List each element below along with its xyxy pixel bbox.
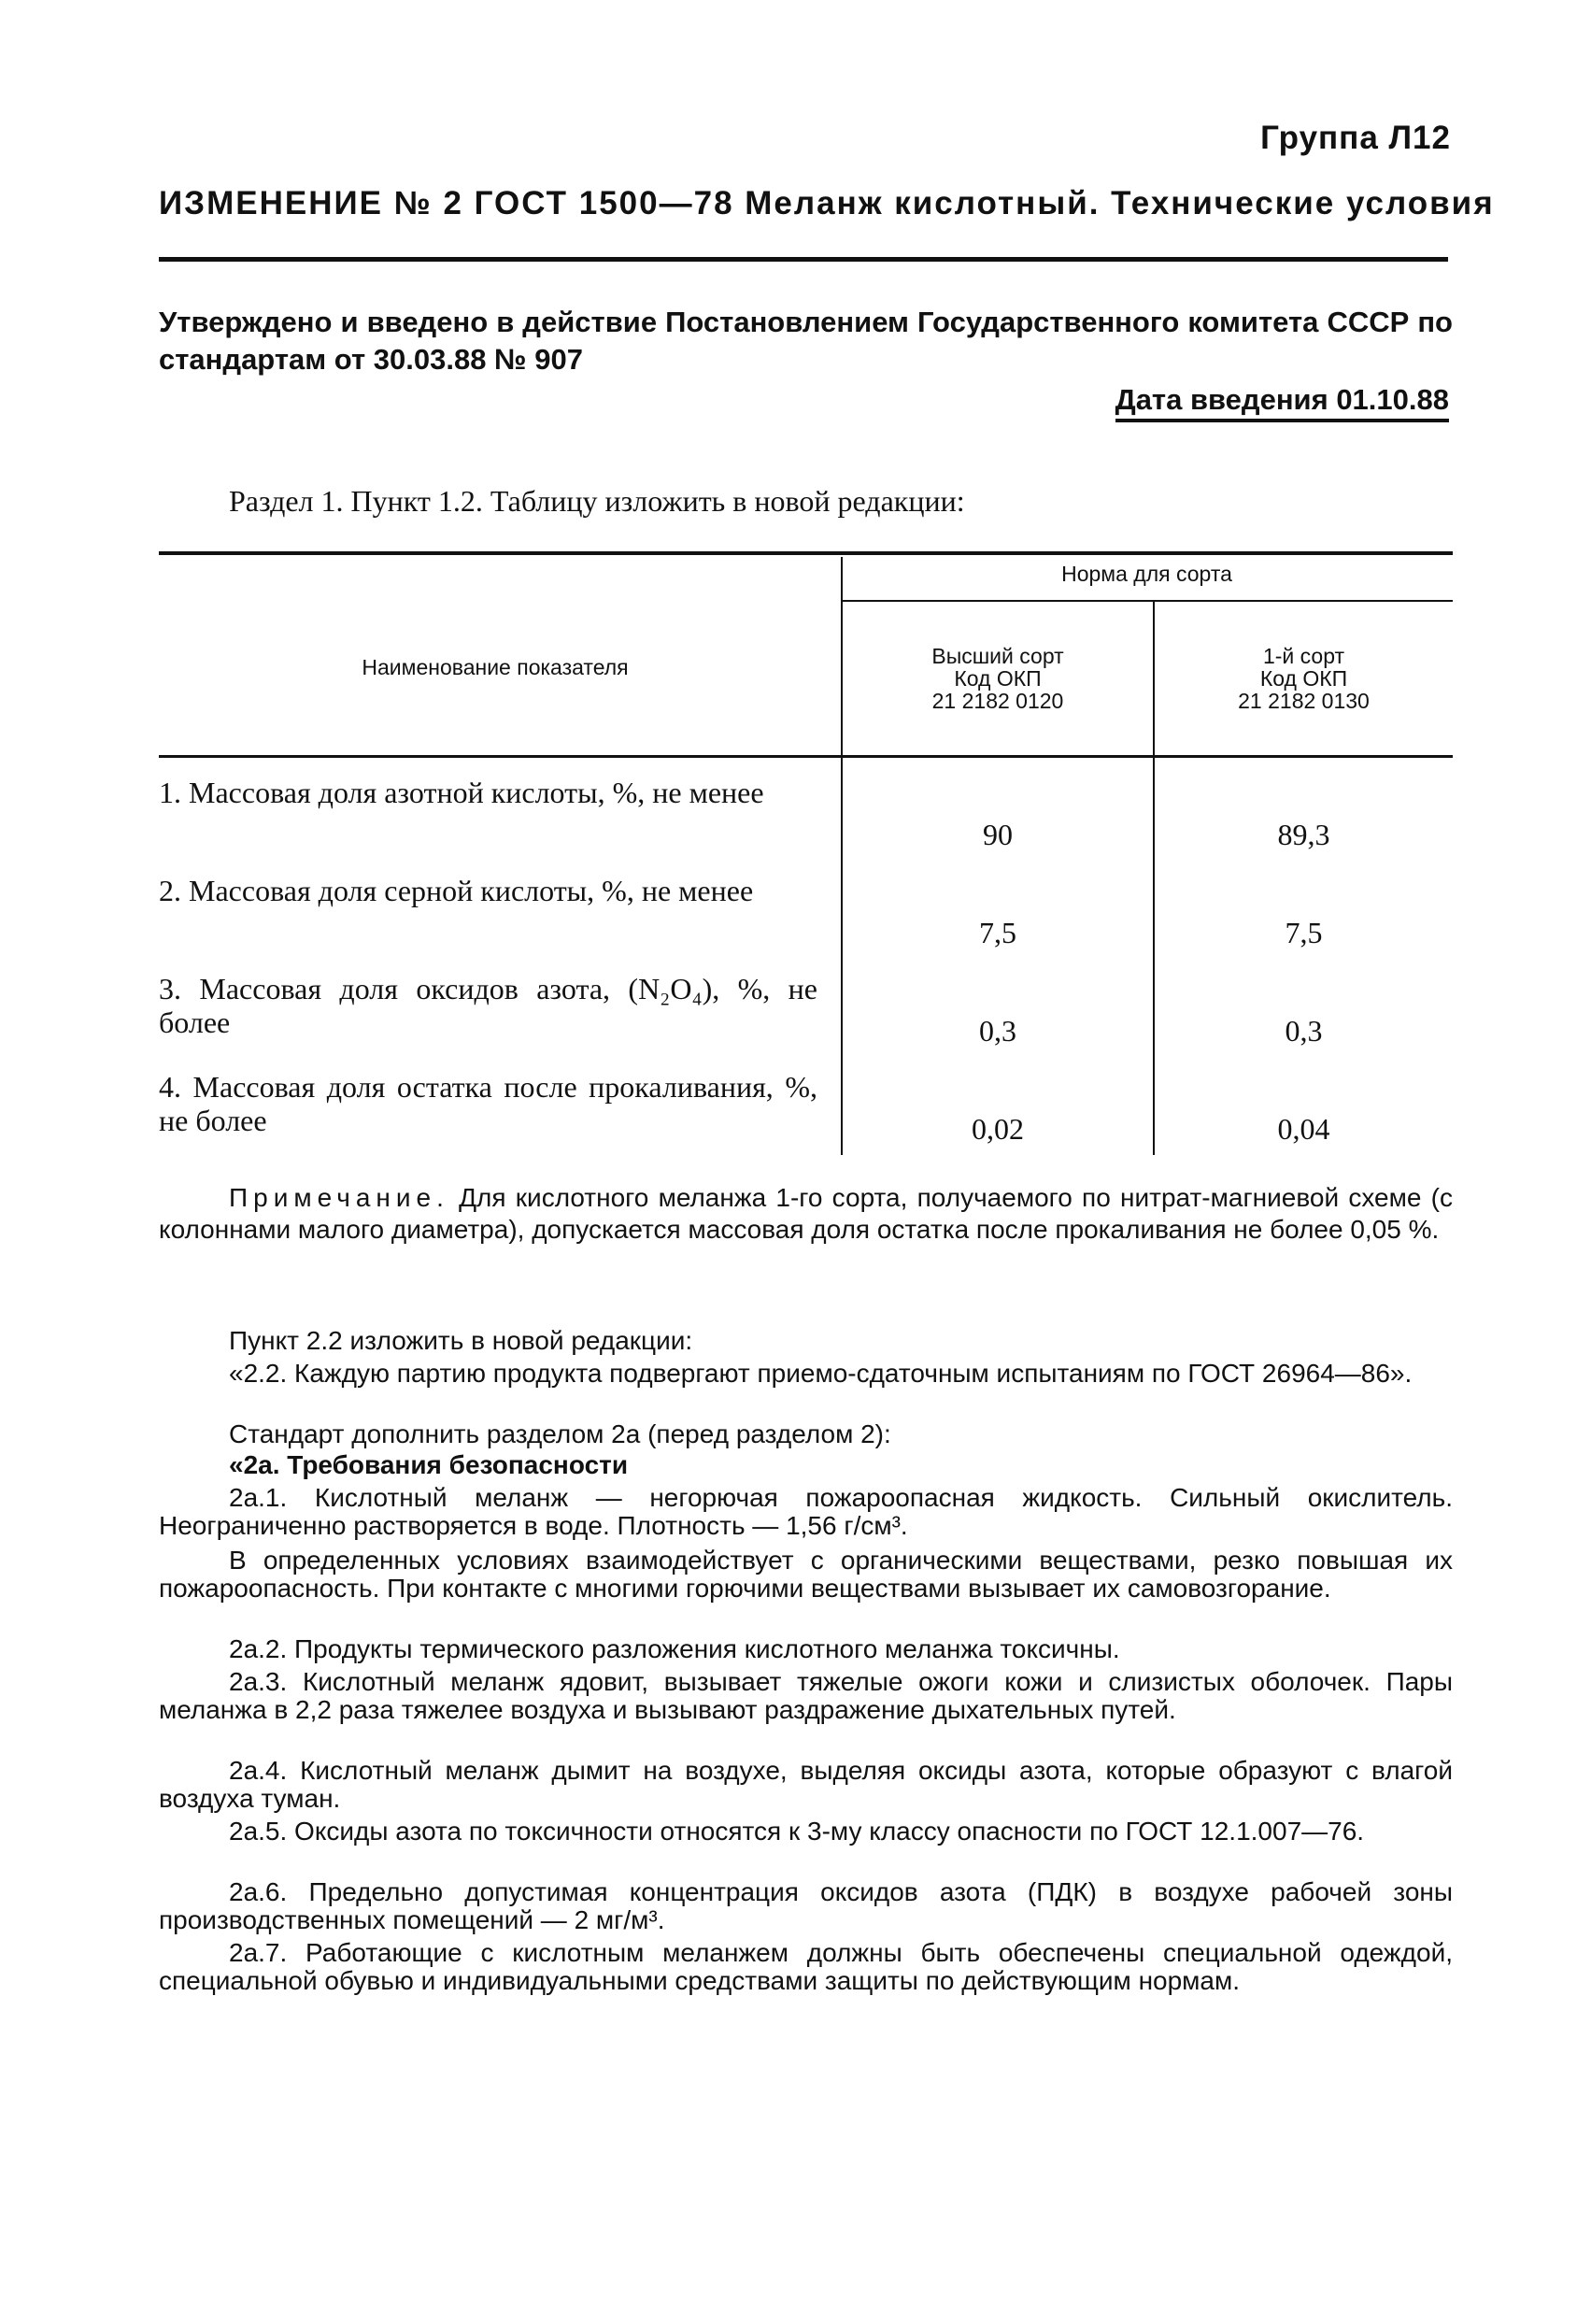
table-note bbox=[159, 1182, 1453, 1246]
group-label: Группа Л12 bbox=[1260, 120, 1451, 156]
change-title: ИЗМЕНЕНИЕ № 2 ГОСТ 1500—78 Меланж кислотный. Технические условия bbox=[159, 185, 1495, 221]
header-grade-highest-code: 21 2182 0120 bbox=[931, 689, 1064, 713]
table-row-name: 3. Массовая доля оксидов азота, (N₂O₄), %, не более bbox=[159, 972, 817, 1039]
table-header-bottom-rule bbox=[159, 755, 1453, 758]
header-grade-first-code-label: Код ОКП bbox=[1259, 666, 1348, 691]
table-row-value-first: 89,3 bbox=[1277, 818, 1330, 851]
table-row-value-highest: 7,5 bbox=[979, 916, 1016, 949]
paragraph-2a-6: 2а.6. Предельно допустимая концентрация оксидов азота (ПДК) в воздухе рабочей зоны производственных помещений — 2 мг/м³. bbox=[159, 1877, 1453, 1934]
header-grade-first-code: 21 2182 0130 bbox=[1238, 689, 1370, 713]
section-2a-heading: «2а. Требования безопасности bbox=[229, 1450, 629, 1479]
paragraph-2a-7: 2а.7. Работающие с кислотным меланжем должны быть обеспечены специальной одеждой, специальной обувью и индивидуальными средствами защиты по действующим нормам. bbox=[159, 1938, 1453, 1995]
header-norm: Норма для сорта bbox=[1061, 562, 1232, 586]
table-row-value-highest: 0,3 bbox=[979, 1014, 1016, 1048]
paragraph-2-2-intro: Пункт 2.2 изложить в новой редакции: bbox=[229, 1326, 693, 1355]
paragraph-2a-3: 2а.3. Кислотный меланж ядовит, вызывает тяжелые ожоги кожи и слизистых оболочек. Пары меланжа в 2,2 раза тяжелее воздуха и вызывают раздражение дыхательных путей. bbox=[159, 1667, 1453, 1724]
table-row-value-first: 0,3 bbox=[1285, 1014, 1323, 1048]
table-row-name: 2. Массовая доля серной кислоты, %, не менее bbox=[159, 874, 754, 907]
header-grade-first bbox=[1155, 645, 1453, 712]
paragraph-2a-5: 2а.5. Оксиды азота по токсичности относятся к 3-му классу опасности по ГОСТ 12.1.007—76. bbox=[229, 1817, 1365, 1846]
table-row-value-first: 0,04 bbox=[1277, 1112, 1330, 1146]
paragraph-2-2-text: «2.2. Каждую партию продукта подвергают приемо-сдаточным испытаниям по ГОСТ 26964—86». bbox=[229, 1359, 1413, 1388]
table-row-value-first: 7,5 bbox=[1285, 916, 1323, 949]
table-row-name: 1. Массовая доля азотной кислоты, %, не менее bbox=[159, 776, 764, 809]
table-top-rule bbox=[159, 551, 1453, 555]
note-label: Примечание. bbox=[229, 1183, 449, 1212]
header-grade-highest-name: Высший сорт bbox=[931, 644, 1064, 668]
header-grade-first-name: 1-й сорт bbox=[1262, 644, 1345, 668]
table-row-name: 4. Массовая доля остатка после прокаливания, %, не более bbox=[159, 1070, 817, 1137]
section-intro: Раздел 1. Пункт 1.2. Таблицу изложить в новой редакции: bbox=[229, 484, 965, 518]
approval-statement: Утверждено и введено в действие Постановлением Государственного комитета СССР по стандартам от 30.03.88 № 907 bbox=[159, 306, 1453, 376]
paragraph-2a-2: 2а.2. Продукты термического разложения кислотного меланжа токсичны. bbox=[229, 1634, 1120, 1663]
note-text: Для кислотного меланжа 1-го сорта, получаемого по нитрат-магниевой схеме (с колоннами малого диаметра), допускается массовая доля остатка после прокаливания не более 0,05 %. bbox=[159, 1183, 1453, 1244]
header-indicator-name: Наименование показателя bbox=[362, 655, 629, 679]
title-divider bbox=[159, 257, 1448, 262]
paragraph-2a-1: 2а.1. Кислотный меланж — негорючая пожароопасная жидкость. Сильный окислитель. Неограниченно растворяется в воде. Плотность — 1,56 г/см³. bbox=[159, 1483, 1453, 1540]
introduction-date: Дата введения 01.10.88 bbox=[1115, 383, 1449, 422]
table-row-value-highest: 90 bbox=[983, 818, 1013, 851]
header-grade-highest bbox=[843, 645, 1153, 712]
paragraph-2a-1-cont: В определенных условиях взаимодействует с органическими веществами, резко повышая их пожароопасность. При контакте с многими горючими веществами вызывает их самовозгорание. bbox=[159, 1546, 1453, 1603]
table-header-rule bbox=[841, 600, 1453, 602]
paragraph-2a-4: 2а.4. Кислотный меланж дымит на воздухе, выделяя оксиды азота, которые образуют с влагой воздуха туман. bbox=[159, 1756, 1453, 1813]
table-row-value-highest: 0,02 bbox=[972, 1112, 1024, 1146]
header-grade-highest-code-label: Код ОКП bbox=[954, 666, 1042, 691]
paragraph-2a-intro: Стандарт дополнить разделом 2а (перед разделом 2): bbox=[229, 1419, 891, 1448]
